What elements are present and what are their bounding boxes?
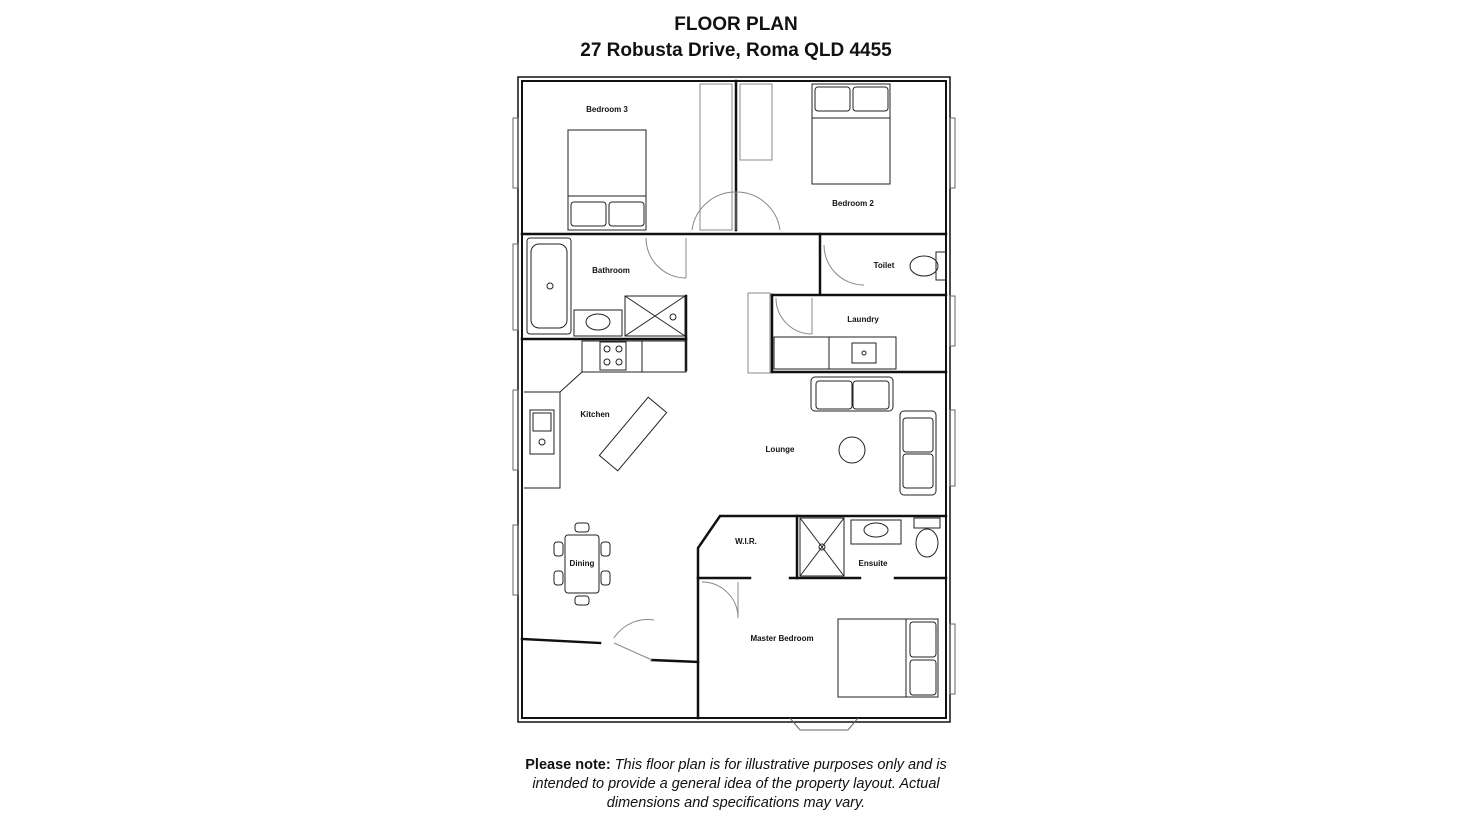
- note-label: Please note:: [525, 757, 611, 773]
- room-label-master-bedroom: Master Bedroom: [750, 634, 814, 643]
- disclaimer-note: [520, 756, 952, 813]
- room-label-bedroom-3: Bedroom 3: [586, 105, 628, 114]
- bathroom-fixtures: [527, 238, 685, 336]
- note-text: This floor plan is for illustrative purposes only and is intended to provide a general idea of the property layout. Actual dimensions and specifications may vary.: [532, 757, 947, 811]
- room-label-lounge: Lounge: [765, 445, 795, 454]
- toilet-fixture: [910, 252, 946, 280]
- room-label-laundry: Laundry: [847, 315, 879, 324]
- windows: [513, 118, 955, 730]
- room-label-kitchen: Kitchen: [580, 410, 610, 419]
- interior-walls: [522, 81, 946, 718]
- room-label-bedroom-2: Bedroom 2: [832, 199, 874, 208]
- page-title: FLOOR PLAN: [674, 14, 798, 35]
- bed-bedroom-3: [568, 130, 646, 230]
- room-label-wir: W.I.R.: [735, 537, 757, 546]
- laundry-fixtures: [774, 337, 896, 369]
- bed-bedroom-2: [812, 84, 890, 184]
- outer-walls: [518, 77, 950, 722]
- lounge-furniture: [811, 377, 936, 495]
- room-label-bathroom: Bathroom: [592, 266, 630, 275]
- room-label-toilet: Toilet: [873, 261, 895, 270]
- bed-master: [838, 619, 938, 697]
- room-label-dining: Dining: [569, 559, 595, 568]
- room-label-ensuite: Ensuite: [858, 559, 888, 568]
- property-address: 27 Robusta Drive, Roma QLD 4455: [580, 40, 892, 61]
